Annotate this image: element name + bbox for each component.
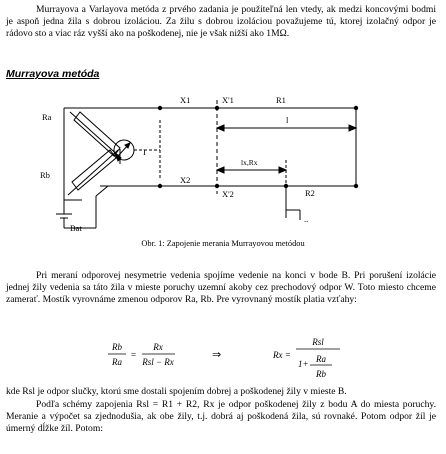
label-i: I bbox=[143, 147, 146, 157]
eq-rhs-numerator: Rx bbox=[153, 342, 163, 352]
node-x2 bbox=[158, 184, 162, 188]
section-heading: Murrayova metóda bbox=[6, 68, 100, 80]
node-fault bbox=[284, 184, 288, 188]
eq-arrow: ⇒ bbox=[212, 349, 222, 361]
node-x2-prime bbox=[215, 184, 219, 188]
label-lx: lx,Rx bbox=[241, 158, 258, 167]
svg-text:=: = bbox=[131, 350, 137, 360]
node-r1-end bbox=[354, 106, 358, 110]
loop-resistance-paragraph: kde Rsl je odpor slučky, ktorú sme dostali spojením dobrej a poškodenej žily v mieste B. bbox=[6, 386, 347, 397]
label-r1: R1 bbox=[276, 95, 286, 105]
node-r2-end bbox=[354, 184, 358, 188]
intro-paragraph: Murrayova a Varlayova metóda z prvého zadania je použiteľná len vtedy, ak medzi koncovými bodmi je aspoň jedna žila s dobrou izoláciou. Za žilu s dobrou izoláciou považujeme tú, ktorej izolačný odpor je rádovo sto a viac ráz vyšší ako na poškodenej, nie je však nižší ako 1MΩ. bbox=[6, 4, 436, 40]
eq-result-inner-numerator: Ra bbox=[316, 354, 326, 364]
label-x2-prime: X'2 bbox=[222, 189, 234, 199]
schema-paragraph: Podľa schémy zapojenia Rsl = R1 + R2, Rx je odpor poškodenej žily z bodu A do miesta poruchy. Meranie a výpočet sa zjednodušia, ak obe žily, t.j. dobrá aj poškodená žila, sú rovnaké. Potom odpor žíl je úmerný dĺžke žíl. Potom: bbox=[6, 399, 436, 435]
label-bat: Bat bbox=[70, 223, 82, 233]
label-x1: X1 bbox=[180, 95, 191, 105]
bridge-paragraph: Pri meraní odporovej nesymetrie vedenia spojíme vedenie na konci v bode B. Pri porušení izolácie jednej žily vedenia sa táto žila v mieste poruchy uzemní akoby cez prechodový odpor W. Toto miesto chceme zamerať. Mostík vyrovnáme zmenou odporov Ra, Rb. Pre vyrovnaný mostík platia vzťahy: bbox=[6, 270, 436, 306]
eq-result-numerator: Rsl bbox=[312, 337, 324, 347]
figure-caption: Obr. 1: Zapojenie merania Murrayovou metódou bbox=[141, 239, 305, 248]
eq-lhs-numerator: Rb bbox=[112, 342, 122, 352]
eq-result-one: 1+ bbox=[298, 359, 309, 369]
label-x2: X2 bbox=[180, 175, 191, 185]
node-x1-prime bbox=[215, 106, 219, 110]
eq-lhs-denominator: Ra bbox=[112, 357, 122, 367]
label-ra: Ra bbox=[42, 112, 52, 122]
label-dots: .. bbox=[304, 214, 309, 224]
label-r2: R2 bbox=[305, 188, 315, 198]
eq-rhs-denominator: Rsl − Rx bbox=[142, 357, 174, 367]
eq-result-lhs: Rx = bbox=[273, 350, 291, 360]
node-x1 bbox=[158, 106, 162, 110]
label-x1-prime: X'1 bbox=[222, 95, 234, 105]
label-rb: Rb bbox=[40, 170, 50, 180]
label-l: l bbox=[286, 115, 289, 125]
eq-result-inner-denominator: Rb bbox=[316, 369, 326, 379]
